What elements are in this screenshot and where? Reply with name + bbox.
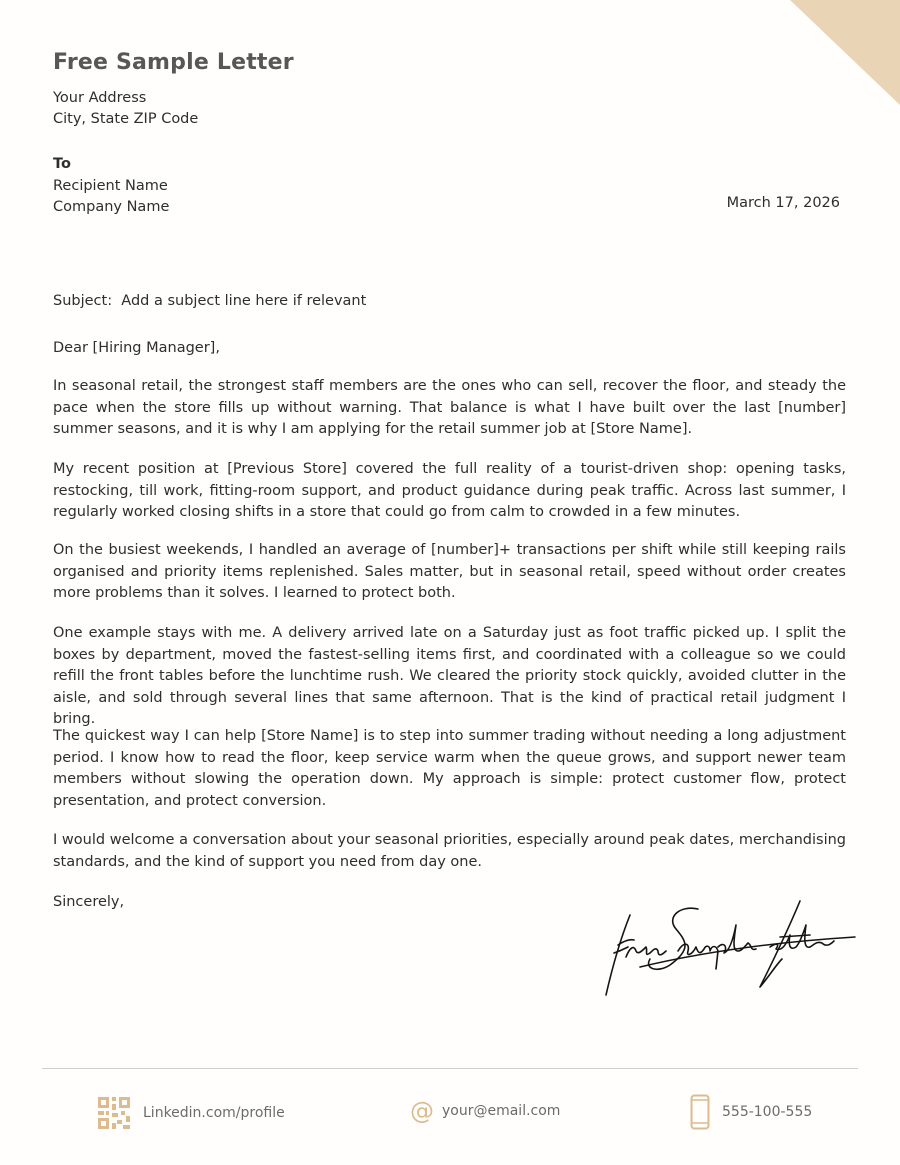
corner-decoration xyxy=(790,0,900,105)
footer-divider xyxy=(42,1068,858,1069)
body-paragraph: My recent position at [Previous Store] covered the full reality of a tourist-driven shop: opening tasks, restocking, till work, fitting-room support, and product guidance during peak traffic. Across last summer, I regularly worked closing shifts in a store that could go from calm to crowded in a few minutes. xyxy=(53,461,846,520)
recipient-company: Company Name xyxy=(53,199,170,215)
body-paragraph: In seasonal retail, the strongest staff members are the ones who can sell, recover the floor, and steady the pace when the store fills up without warning. That balance is what I have built over the last [number] summer seasons, and it is why I am applying for the retail summer job at [Store Name]. xyxy=(53,378,846,437)
email-text: your@email.com xyxy=(442,1103,561,1119)
linkedin-text: Linkedin.com/profile xyxy=(143,1105,285,1121)
qr-code-icon xyxy=(97,1096,131,1130)
recipient-name: Recipient Name xyxy=(53,178,168,194)
sender-address-line1: Your Address xyxy=(53,90,147,106)
footer-email[interactable] xyxy=(410,1099,560,1123)
body-paragraph: One example stays with me. A delivery arrived late on a Saturday just as foot traffic picked up. I split the boxes by department, moved the fastest-selling items first, and coordinated with a colleague so we could refill the front tables before the lunchtime rush. We cleared the priority stock quickly, avoided clutter in the aisle, and sold through several lines that same afternoon. That is the kind of practical retail judgment I bring. xyxy=(53,625,846,727)
salutation: Dear [Hiring Manager], xyxy=(53,340,220,356)
footer-linkedin[interactable] xyxy=(97,1096,285,1130)
phone-text: 555-100-555 xyxy=(722,1104,813,1120)
body-paragraph: On the busiest weekends, I handled an average of [number]+ transactions per shift while still keeping rails organised and priority items replenished. Sales matter, but in seasonal retail, speed without order creates more problems than it solves. I learned to protect both. xyxy=(53,542,846,601)
subject-line: Subject: Add a subject line here if relevant xyxy=(53,293,367,309)
signature-image xyxy=(600,895,860,1005)
sender-address-line2: City, State ZIP Code xyxy=(53,111,199,127)
body-paragraph: I would welcome a conversation about your seasonal priorities, especially around peak dates, merchandising standards, and the kind of support you need from day one. xyxy=(53,832,846,870)
closing: Sincerely, xyxy=(53,894,125,910)
body-paragraph: The quickest way I can help [Store Name] is to step into summer trading without needing a long adjustment period. I know how to read the floor, keep service warm when the queue grows, and support newer team members without slowing the operation down. My approach is simple: protect customer flow, protect presentation, and protect conversion. xyxy=(53,728,846,809)
at-sign-icon: @ xyxy=(410,1097,434,1125)
page-title: Free Sample Letter xyxy=(53,50,294,75)
to-label: To xyxy=(53,156,71,172)
footer-phone[interactable] xyxy=(690,1094,812,1130)
letter-date: March 17, 2026 xyxy=(726,195,840,211)
phone-icon xyxy=(690,1094,710,1130)
